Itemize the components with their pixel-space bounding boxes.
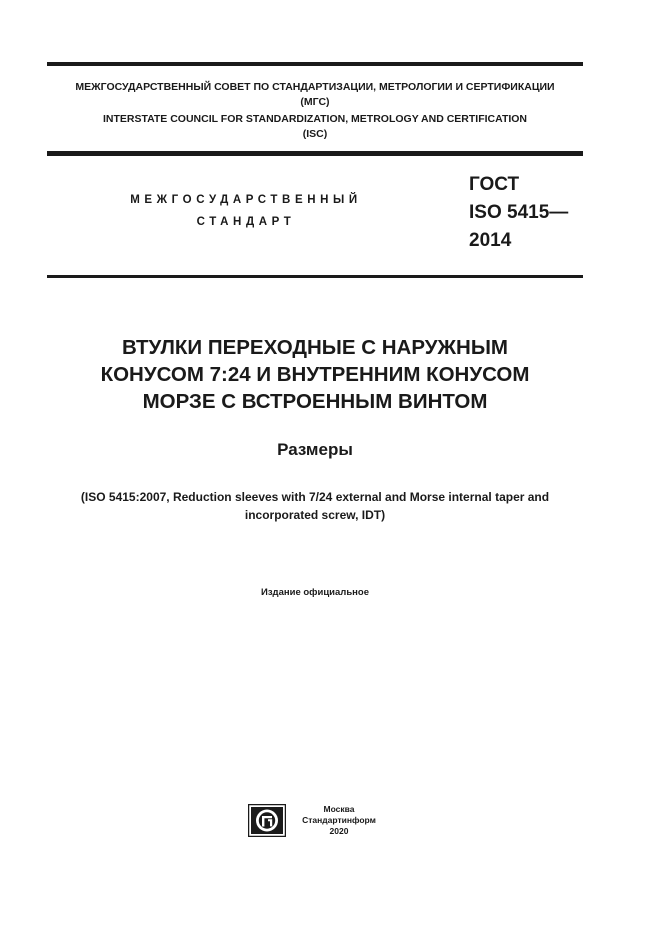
council-ru [47, 80, 583, 110]
title-line1: ВТУЛКИ ПЕРЕХОДНЫЕ С НАРУЖНЫМ [121, 336, 508, 359]
council-en-abbr: (ISC) [302, 128, 328, 140]
council-en-name: INTERSTATE COUNCIL FOR STANDARDIZATION, METROLOGY AND CERTIFICATION [102, 113, 528, 125]
council-en [47, 112, 583, 142]
publisher-block [291, 804, 387, 837]
document-subtitle: Размеры [277, 440, 353, 459]
iso-reference-line2: incorporated screw, IDT) [244, 508, 386, 522]
designation-line3: 2014 [469, 230, 512, 251]
standard-type-line1: МЕЖГОСУДАРСТВЕННЫЙ [130, 194, 362, 206]
designation-line1: ГОСТ [469, 174, 520, 195]
publisher-city: Москва [323, 804, 355, 814]
top-rule [47, 62, 583, 66]
iso-reference-line1: (ISO 5415:2007, Reduction sleeves with 7/24 external and Morse internal taper and [80, 490, 550, 504]
document-title [47, 334, 583, 415]
publisher-name: Стандартинформ [302, 815, 376, 825]
title-line3: МОРЗЕ С ВСТРОЕННЫМ ВИНТОМ [142, 390, 488, 413]
council-ru-abbr: (МГС) [300, 96, 330, 108]
standartinform-logo-icon [248, 804, 286, 837]
standard-type-label [110, 189, 382, 233]
title-line2: КОНУСОМ 7:24 И ВНУТРЕННИМ КОНУСОМ [100, 363, 530, 386]
standard-designation [469, 171, 568, 255]
council-ru-name: МЕЖГОСУДАРСТВЕННЫЙ СОВЕТ ПО СТАНДАРТИЗАЦИИ, МЕТРОЛОГИИ И СЕРТИФИКАЦИИ [75, 81, 555, 93]
standard-type-line2: СТАНДАРТ [196, 216, 296, 228]
lower-rule [47, 275, 583, 278]
publisher-year: 2020 [329, 826, 349, 836]
designation-line2: ISO 5415— [469, 202, 569, 223]
edition-note: Издание официальное [261, 587, 369, 598]
middle-rule [47, 151, 583, 156]
iso-reference [47, 488, 583, 524]
